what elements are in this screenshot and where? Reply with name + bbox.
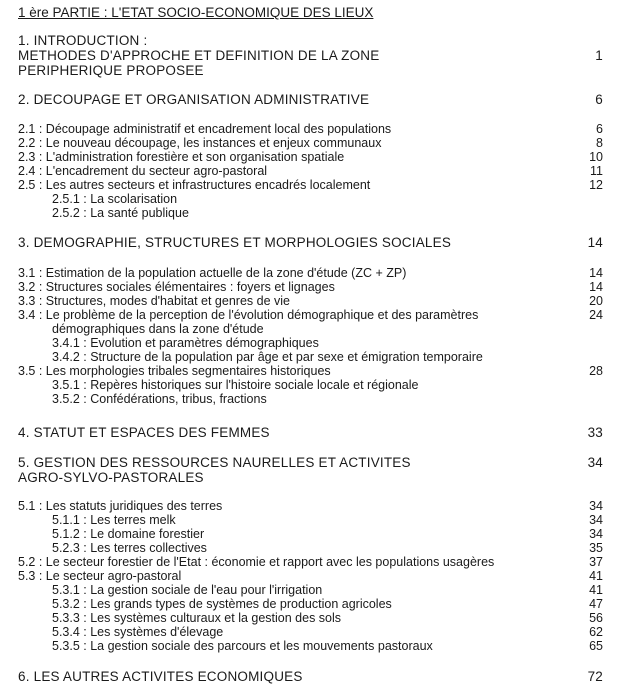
toc-entry xyxy=(0,555,627,569)
toc-entry xyxy=(0,513,627,527)
toc-entry-page: 12 xyxy=(589,178,603,192)
toc-entry xyxy=(0,350,627,364)
toc-entry xyxy=(0,164,627,178)
toc-entry-text: 5.3 : Le secteur agro-pastoral xyxy=(18,569,182,583)
toc-entry-page: 33 xyxy=(587,425,603,440)
toc-entry-text: 5.1.1 : Les terres melk xyxy=(52,513,176,527)
toc-entry xyxy=(0,336,627,350)
toc-entry xyxy=(0,64,627,78)
toc-entry xyxy=(0,294,627,308)
toc-entry-page: 72 xyxy=(587,669,603,684)
toc-entry-text: AGRO-SYLVO-PASTORALES xyxy=(18,470,204,485)
toc-entry xyxy=(0,456,627,470)
toc-entry xyxy=(0,499,627,513)
toc-entry xyxy=(0,136,627,150)
toc-entry xyxy=(0,34,627,48)
toc-entry-page: 34 xyxy=(589,499,603,513)
toc-entry xyxy=(0,308,627,322)
toc-entry-page: 6 xyxy=(596,122,603,136)
toc-entry-text: METHODES D'APPROCHE ET DEFINITION DE LA ZONE xyxy=(18,48,380,63)
toc-entry-page: 41 xyxy=(589,583,603,597)
toc-entry xyxy=(0,471,627,485)
toc-entry-text: 5.1.2 : Le domaine forestier xyxy=(52,527,205,541)
toc-entry-text: 2.1 : Découpage administratif et encadrement local des populations xyxy=(18,122,392,136)
toc-entry-page: 62 xyxy=(589,625,603,639)
toc-entry-text: 2.2 : Le nouveau découpage, les instances et enjeux communaux xyxy=(18,136,382,150)
toc-entry-text: 5.2 : Le secteur forestier de l'Etat : économie et rapport avec les populations usagères xyxy=(18,555,495,569)
toc-entry xyxy=(0,322,627,336)
toc-entry-page: 8 xyxy=(596,136,603,150)
toc-entry xyxy=(0,569,627,583)
toc-entry-text: 3.5 : Les morphologies tribales segmentaires historiques xyxy=(18,364,331,378)
toc-entry xyxy=(0,49,627,63)
part-title: 1 ère PARTIE : L'ETAT SOCIO-ECONOMIQUE DES LIEUX xyxy=(18,5,374,20)
toc-entry-text: 1. INTRODUCTION : xyxy=(18,33,148,48)
toc-entry-text: 2. DECOUPAGE ET ORGANISATION ADMINISTRATIVE xyxy=(18,92,370,107)
toc-entry-page: 56 xyxy=(589,611,603,625)
toc-entry xyxy=(0,639,627,653)
toc-entry-text: 6. LES AUTRES ACTIVITES ECONOMIQUES xyxy=(18,669,303,684)
toc-entry-text: 3.5.2 : Confédérations, tribus, fractions xyxy=(52,392,267,406)
toc-entry xyxy=(0,583,627,597)
toc-entry-text: 3.2 : Structures sociales élémentaires : foyers et lignages xyxy=(18,280,335,294)
toc-entry xyxy=(0,392,627,406)
toc-entry-page: 35 xyxy=(589,541,603,555)
toc-entry-text: 2.5.1 : La scolarisation xyxy=(52,192,178,206)
toc-entry xyxy=(0,280,627,294)
toc-entry-page: 47 xyxy=(589,597,603,611)
toc-entry xyxy=(0,122,627,136)
toc-entry-page: 14 xyxy=(589,280,603,294)
toc-entry-text: 5.3.2 : Les grands types de systèmes de production agricoles xyxy=(52,597,392,611)
toc-entry-text: 2.4 : L'encadrement du secteur agro-pastoral xyxy=(18,164,268,178)
toc-entry xyxy=(0,527,627,541)
toc-entry xyxy=(0,597,627,611)
toc-entry-page: 1 xyxy=(595,48,603,63)
toc-entry-text: PERIPHERIQUE PROPOSEE xyxy=(18,63,204,78)
toc-entry xyxy=(0,378,627,392)
toc-entry-page: 28 xyxy=(589,364,603,378)
toc-entry xyxy=(0,266,627,280)
toc-entry-page: 41 xyxy=(589,569,603,583)
toc-entry-text: 5.1 : Les statuts juridiques des terres xyxy=(18,499,223,513)
toc-entry xyxy=(0,364,627,378)
toc-entry-text: 3.1 : Estimation de la population actuelle de la zone d'étude (ZC + ZP) xyxy=(18,266,407,280)
toc-entry-page: 14 xyxy=(589,266,603,280)
toc-entry-text: 3.5.1 : Repères historiques sur l'histoire sociale locale et régionale xyxy=(52,378,419,392)
toc-entry-page: 34 xyxy=(589,513,603,527)
toc-entry-page: 37 xyxy=(589,555,603,569)
toc-entry-text: 5. GESTION DES RESSOURCES NAURELLES ET ACTIVITES xyxy=(18,455,411,470)
toc-entry xyxy=(0,611,627,625)
toc-entry xyxy=(0,192,627,206)
toc-entry-text: 5.3.1 : La gestion sociale de l'eau pour l'irrigation xyxy=(52,583,323,597)
toc-entry-page: 10 xyxy=(589,150,603,164)
toc-entry-text: 3.4.1 : Evolution et paramètres démographiques xyxy=(52,336,319,350)
toc-entry xyxy=(0,670,627,684)
toc-entry-text: 3.3 : Structures, modes d'habitat et genres de vie xyxy=(18,294,290,308)
toc-entry-text: 5.3.5 : La gestion sociale des parcours et les mouvements pastoraux xyxy=(52,639,433,653)
toc-entry-text: 5.2.3 : Les terres collectives xyxy=(52,541,207,555)
toc-entry-text: 5.3.3 : Les systèmes culturaux et la gestion des sols xyxy=(52,611,342,625)
toc-entry-page: 34 xyxy=(587,455,603,470)
toc-entry-text: 3.4.2 : Structure de la population par âge et par sexe et émigration temporaire xyxy=(52,350,483,364)
toc-entry-text: démographiques dans la zone d'étude xyxy=(52,322,264,336)
toc-entry-page: 6 xyxy=(595,92,603,107)
toc-entry-text: 5.3.4 : Les systèmes d'élevage xyxy=(52,625,224,639)
toc-entry xyxy=(0,541,627,555)
toc-entry-page: 34 xyxy=(589,527,603,541)
toc-entry xyxy=(0,236,627,250)
toc-entry-page: 65 xyxy=(589,639,603,653)
toc-entry xyxy=(0,426,627,440)
toc-entry xyxy=(0,93,627,107)
toc-entry-text: 2.3 : L'administration forestière et son organisation spatiale xyxy=(18,150,345,164)
toc-entry xyxy=(0,206,627,220)
toc-entry xyxy=(0,625,627,639)
toc-entry-text: 4. STATUT ET ESPACES DES FEMMES xyxy=(18,425,270,440)
toc-entry xyxy=(0,150,627,164)
toc-entry-text: 2.5.2 : La santé publique xyxy=(52,206,189,220)
toc-entry-text: 3.4 : Le problème de la perception de l'évolution démographique et des paramètres xyxy=(18,308,479,322)
toc-entry-page: 14 xyxy=(587,235,603,250)
toc-entry-page: 11 xyxy=(590,164,603,178)
toc-entry-text: 2.5 : Les autres secteurs et infrastructures encadrés localement xyxy=(18,178,371,192)
toc-entry-text: 3. DEMOGRAPHIE, STRUCTURES ET MORPHOLOGIES SOCIALES xyxy=(18,235,452,250)
toc-entry-page: 24 xyxy=(589,308,603,322)
toc-entry-page: 20 xyxy=(589,294,603,308)
toc-entry xyxy=(0,178,627,192)
